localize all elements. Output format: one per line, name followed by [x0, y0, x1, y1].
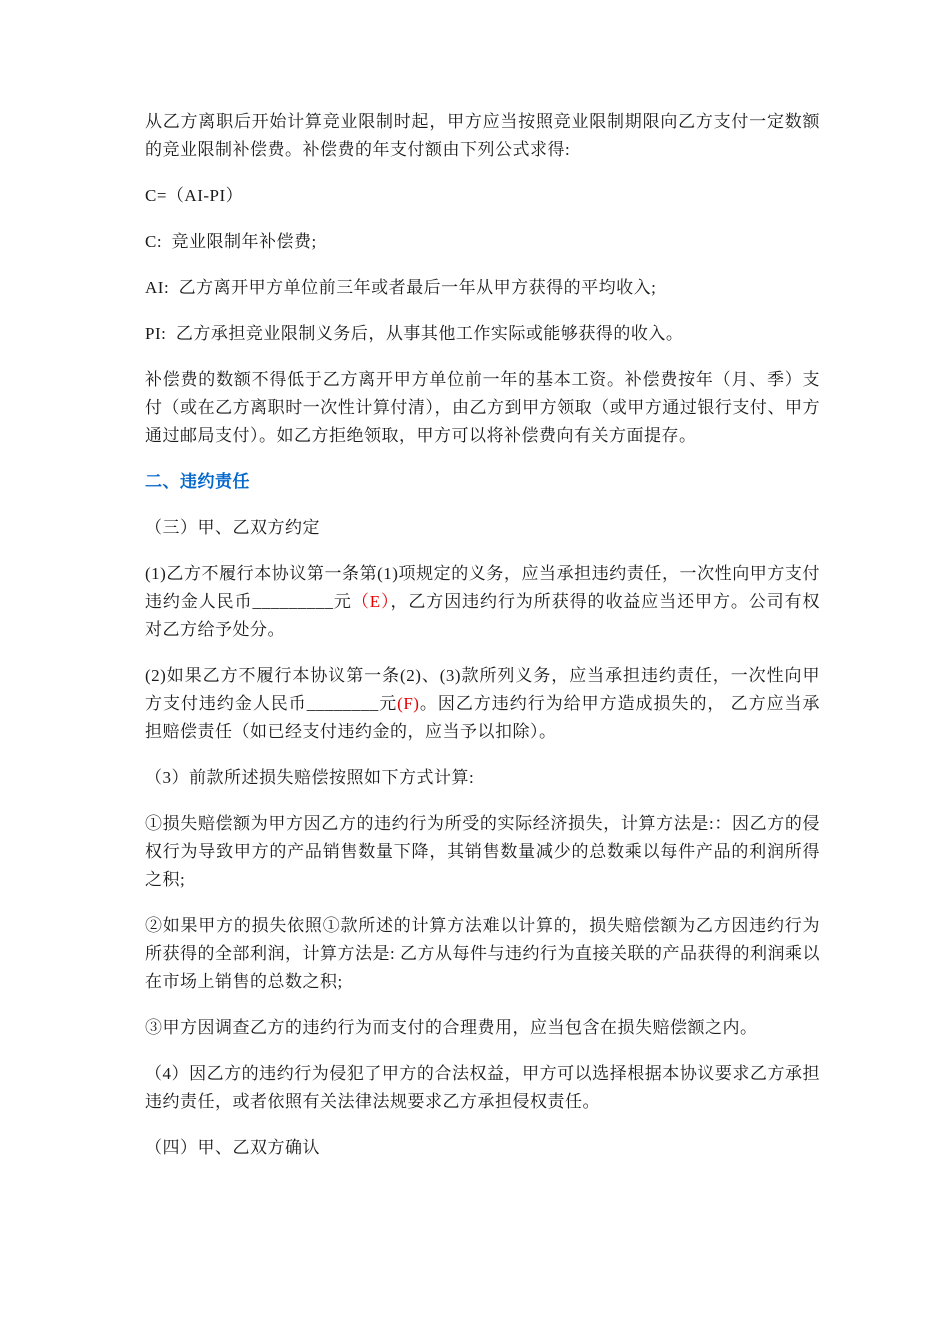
- paragraph: [145, 1134, 820, 1162]
- paragraph: [145, 274, 820, 302]
- text-run: ，乙方因违约行为所获得的收益应当还甲方。公司有权对乙方给予处分。: [145, 592, 821, 639]
- text-run: （四）甲、乙双方确认: [145, 1138, 320, 1157]
- paragraph: [145, 320, 820, 348]
- text-run-blue: 二、违约责任: [145, 472, 250, 491]
- text-run-red: （E）: [351, 592, 391, 611]
- paragraph: [145, 810, 820, 894]
- section-heading: [145, 468, 820, 496]
- text-run: 。因乙方违约行为给甲方造成损失的， 乙方应当承担赔偿责任（如已经支付违约金的，应当予以扣除）。: [145, 694, 821, 741]
- text-run: PI: 乙方承担竞业限制义务后，从事其他工作实际或能够获得的收入。: [145, 324, 684, 343]
- document-body: [145, 108, 820, 1162]
- text-run: （3）前款所述损失赔偿按照如下方式计算:: [145, 768, 475, 787]
- paragraph: [145, 1014, 820, 1042]
- paragraph: [145, 662, 820, 746]
- text-run: ③甲方因调查乙方的违约行为而支付的合理费用，应当包含在损失赔偿额之内。: [145, 1018, 758, 1037]
- text-run: （三）甲、乙双方约定: [145, 518, 320, 537]
- text-run: ①损失赔偿额为甲方因乙方的违约行为所受的实际经济损失，计算方法是:：因乙方的侵权行为导致甲方的产品销售数量下降，其销售数量减少的总数乘以每件产品的利润所得之积;: [145, 814, 820, 889]
- text-run: ②如果甲方的损失依照①款所述的计算方法难以计算的，损失赔偿额为乙方因违约行为所获得的全部利润，计算方法是: 乙方从每件与违约行为直接关联的产品获得的利润乘以在市场上销售的总数之积;: [145, 916, 820, 991]
- text-run: C=（AI-PI）: [145, 186, 244, 205]
- paragraph: [145, 366, 820, 450]
- text-run-red: (F): [397, 694, 420, 713]
- paragraph: [145, 560, 820, 644]
- paragraph: [145, 182, 820, 210]
- text-run: 从乙方离职后开始计算竞业限制时起，甲方应当按照竞业限制期限向乙方支付一定数额的竞业限制补偿费。补偿费的年支付额由下列公式求得:: [145, 112, 820, 159]
- text-run: 补偿费的数额不得低于乙方离开甲方单位前一年的基本工资。补偿费按年（月、季）支付（或在乙方离职时一次性计算付清），由乙方到甲方领取（或甲方通过银行支付、甲方通过邮局支付）。如乙方拒绝领取，甲方可以将补偿费向有关方面提存。: [145, 370, 820, 445]
- text-run: C: 竞业限制年补偿费;: [145, 232, 317, 251]
- paragraph: [145, 764, 820, 792]
- paragraph: [145, 912, 820, 996]
- paragraph: [145, 1060, 820, 1116]
- paragraph: [145, 108, 820, 164]
- paragraph: [145, 514, 820, 542]
- text-run: (1)乙方不履行本协议第一条第(1)项规定的义务，应当承担违约责任，一次性向甲方支付违约金人民币_________元: [145, 564, 820, 611]
- text-run: （4）因乙方的违约行为侵犯了甲方的合法权益，甲方可以选择根据本协议要求乙方承担违约责任，或者依照有关法律法规要求乙方承担侵权责任。: [145, 1064, 820, 1111]
- text-run: (2)如果乙方不履行本协议第一条(2)、(3)款所列义务，应当承担违约责任，一次性向甲方支付违约金人民币________元: [145, 666, 820, 713]
- text-run: AI: 乙方离开甲方单位前三年或者最后一年从甲方获得的平均收入;: [145, 278, 657, 297]
- paragraph: [145, 228, 820, 256]
